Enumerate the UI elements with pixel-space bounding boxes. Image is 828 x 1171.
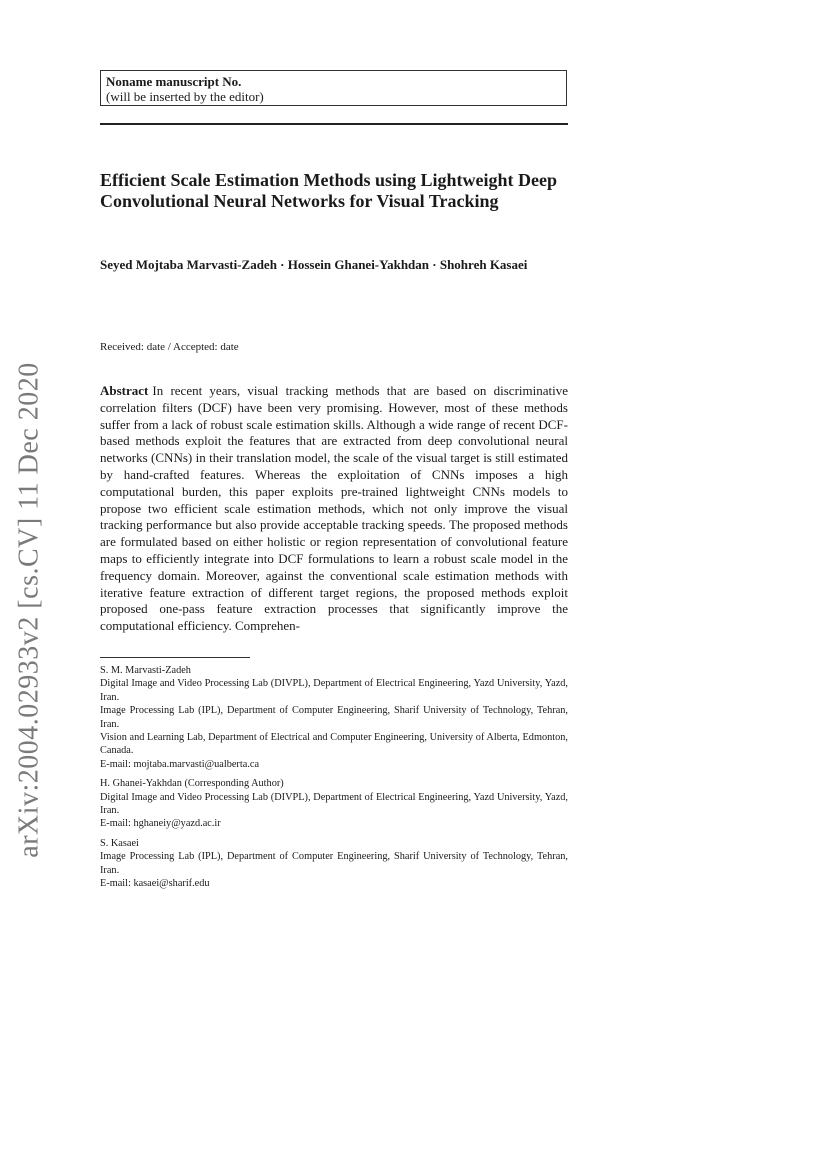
affiliation-line: Image Processing Lab (IPL), Department of Computer Engineering, Sharif University of Technology, Tehran, Iran.	[100, 851, 568, 876]
affiliation-line: S. Kasaei	[100, 837, 139, 849]
affiliation-marvasti	[100, 664, 568, 771]
manuscript-box	[100, 70, 567, 106]
arxiv-side-stamp	[8, 360, 52, 860]
received-date: Received: date / Accepted: date	[100, 341, 239, 353]
affiliation-line: Image Processing Lab (IPL), Department of Computer Engineering, Sharif University of Technology, Tehran, Iran.	[100, 705, 568, 730]
affiliation-line: Digital Image and Video Processing Lab (DIVPL), Department of Electrical Engineering, Yazd University, Yazd, Iran.	[100, 678, 568, 703]
affiliation-email: E-mail: mojtaba.marvasti@ualberta.ca	[100, 758, 260, 770]
manuscript-number: Noname manuscript No.	[106, 74, 242, 89]
affiliation-ghanei	[100, 777, 568, 831]
author-list: Seyed Mojtaba Marvasti-Zadeh · Hossein Ghanei-Yakhdan · Shohreh Kasaei	[100, 257, 528, 272]
arxiv-identifier: arXiv:2004.02933v2 [cs.CV] 11 Dec 2020	[14, 362, 45, 858]
manuscript-editor-note: (will be inserted by the editor)	[106, 89, 264, 104]
affiliation-line: H. Ghanei-Yakhdan (Corresponding Author)	[100, 778, 284, 790]
abstract	[100, 383, 568, 635]
header-rule	[100, 123, 568, 125]
abstract-text: In recent years, visual tracking methods that are based on discriminative correlation filters (DCF) have been very promising. However, most of these methods suffer from a lack of robust scale estimation skills. Although a wide range of recent DCF-based methods exploit the features that are extracted from deep convolutional neural networks (CNNs) in their translation model, the scale of the visual target is still estimated by hand-crafted features. Whereas the exploitation of CNNs imposes a high computational burden, this paper exploits pre-trained lightweight CNNs models to propose two efficient scale estimation methods, which not only improve the visual tracking performance but also provide acceptable tracking speeds. The proposed methods are formulated based on either holistic or region representation of convolutional feature maps to efficiently integrate into DCF formulations to learn a robust scale model in the frequency domain. Moreover, against the conventional scale estimation methods with iterative feature extraction of different target regions, the proposed methods exploit proposed one-pass feature extraction processes that significantly improve the computational efficiency. Comprehen-	[100, 383, 568, 634]
affiliation-email: E-mail: kasaei@sharif.edu	[100, 878, 210, 890]
affiliation-line: S. M. Marvasti-Zadeh	[100, 665, 191, 676]
abstract-label: Abstract	[100, 383, 149, 398]
affiliations	[100, 664, 568, 897]
affiliation-kasaei	[100, 837, 568, 891]
footnote-rule	[100, 657, 250, 658]
affiliation-email: E-mail: hghaneiy@yazd.ac.ir	[100, 818, 221, 830]
affiliation-line: Digital Image and Video Processing Lab (DIVPL), Department of Electrical Engineering, Yazd University, Yazd, Iran.	[100, 791, 568, 817]
affiliation-line: Vision and Learning Lab, Department of Electrical and Computer Engineering, University of Alberta, Edmonton, Canada.	[100, 732, 568, 757]
paper-title: Efficient Scale Estimation Methods using Lightweight Deep Convolutional Neural Networks for Visual Tracking	[100, 170, 557, 211]
